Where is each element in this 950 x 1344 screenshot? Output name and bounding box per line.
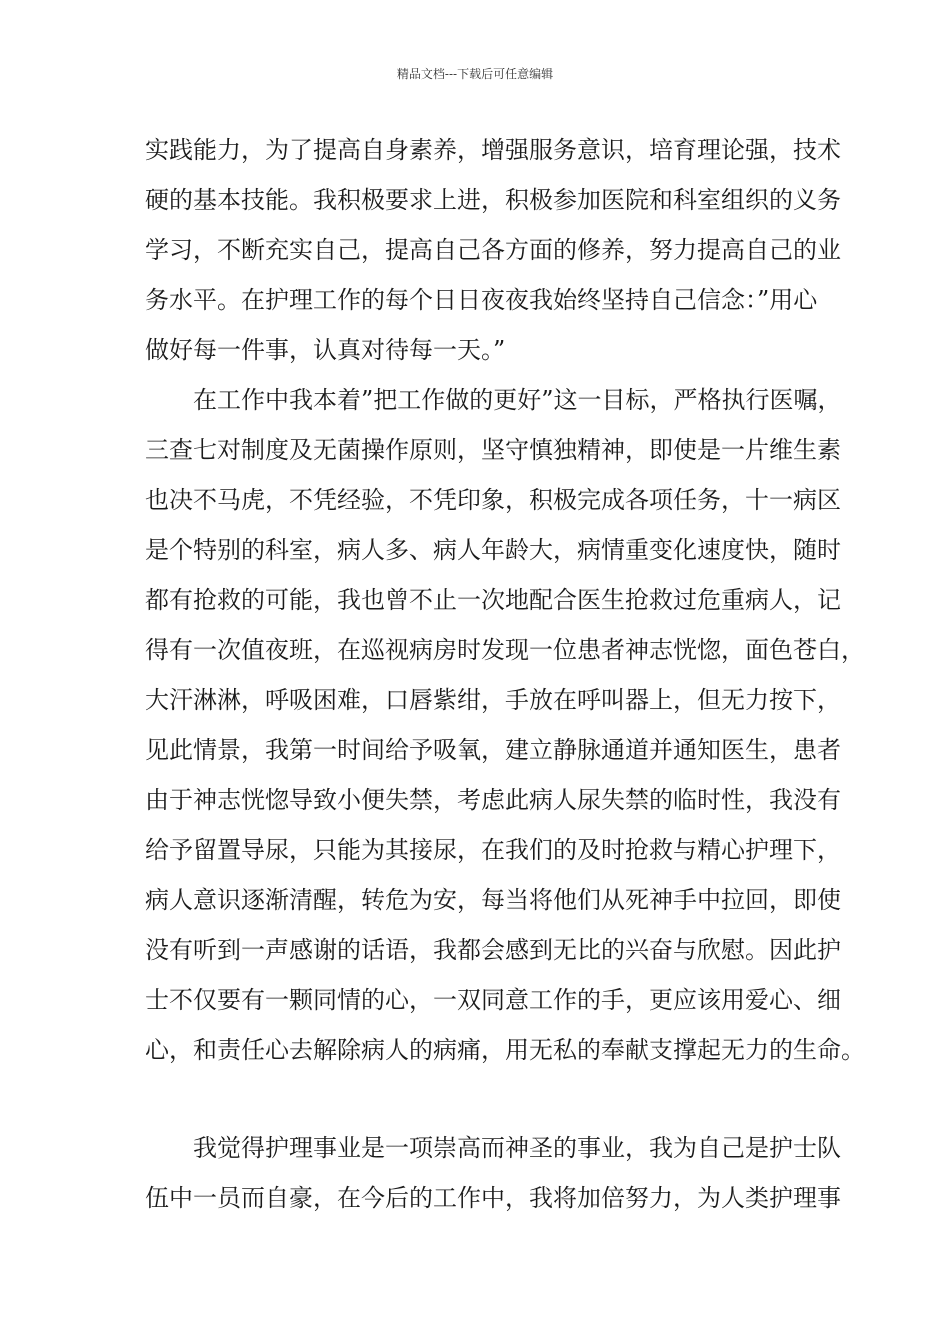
text-line: 学习，不断充实自己，提高自己各方面的修养，努力提高自己的业 xyxy=(145,236,841,264)
text-line: 务水平。在护理工作的每个日日夜夜我始终坚持自己信念：”用心 xyxy=(145,286,818,314)
text-line: 心，和责任心去解除病人的病痛，用无私的奉献支撑起无力的生命。 xyxy=(145,1036,865,1064)
text-line: 三查七对制度及无菌操作原则，坚守慎独精神，即使是一片维生素 xyxy=(145,436,841,464)
text-line: 没有听到一声感谢的话语，我都会感到无比的兴奋与欣慰。因此护 xyxy=(145,936,841,964)
text-line: 由于神志恍惚导致小便失禁，考虑此病人尿失禁的临时性，我没有 xyxy=(145,786,841,814)
text-line: 给予留置导尿，只能为其接尿，在我们的及时抢救与精心护理下， xyxy=(145,836,841,864)
text-line: 做好每一件事，认真对待每一天。” xyxy=(145,336,506,364)
text-line: 是个特别的科室，病人多、病人年龄大，病情重变化速度快，随时 xyxy=(145,536,841,564)
text-line: 都有抢救的可能，我也曾不止一次地配合医生抢救过危重病人，记 xyxy=(145,586,841,614)
text-line: 见此情景，我第一时间给予吸氧，建立静脉通道并通知医生，患者 xyxy=(145,736,841,764)
text-line: 硬的基本技能。我积极要求上进，积极参加医院和科室组织的义务 xyxy=(145,186,841,214)
text-line: 实践能力，为了提高自身素养，增强服务意识，培育理论强，技术 xyxy=(145,136,841,164)
text-line: 士不仅要有一颗同情的心，一双同意工作的手，更应该用爱心、细 xyxy=(145,986,841,1014)
text-line: 得有一次值夜班，在巡视病房时发现一位患者神志恍惚，面色苍白， xyxy=(145,636,865,664)
text-line: 伍中一员而自豪，在今后的工作中，我将加倍努力，为人类护理事 xyxy=(145,1184,841,1212)
text-line: 我觉得护理事业是一项崇高而神圣的事业，我为自己是护士队 xyxy=(193,1134,841,1162)
text-line: 在工作中我本着”把工作做的更好”这一目标，严格执行医嘱， xyxy=(193,386,842,414)
text-line: 病人意识逐渐清醒，转危为安，每当将他们从死神手中拉回，即使 xyxy=(145,886,841,914)
page-header: 精品文档---下载后可任意编辑 xyxy=(396,67,554,81)
text-line: 大汗淋淋，呼吸困难，口唇紫绀，手放在呼叫器上，但无力按下， xyxy=(145,686,841,714)
text-line: 也决不马虎，不凭经验，不凭印象，积极完成各项任务，十一病区 xyxy=(145,486,841,514)
